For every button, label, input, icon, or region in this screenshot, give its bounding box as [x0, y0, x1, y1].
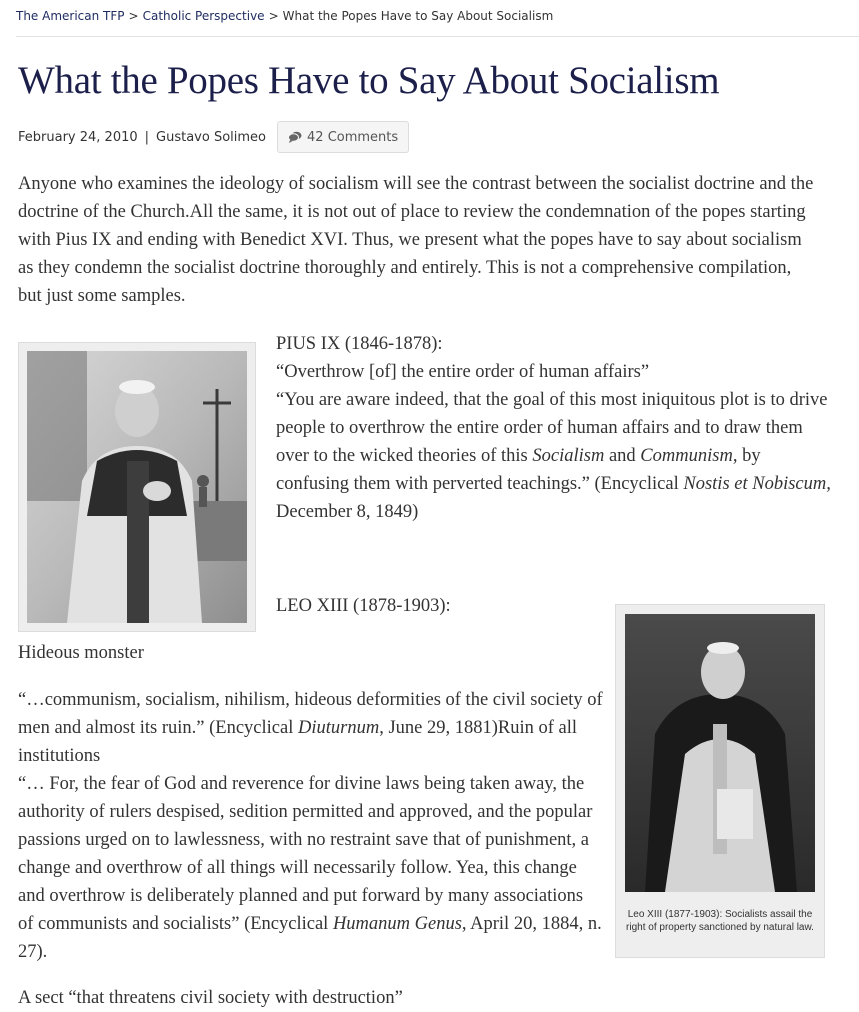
pius-ix-portrait-image	[27, 351, 247, 623]
pius-ix-quote	[276, 386, 836, 526]
quote-emphasis: Communism	[640, 446, 733, 466]
breadcrumb	[16, 9, 859, 37]
quote-text: December 8, 1849)	[276, 502, 419, 522]
quote-text: “…communism, socialism, nihilism, hideous deformities of the civil society of men and almost its ruin.” (Encyclical	[18, 690, 603, 738]
leo-xiii-caption: Leo XIII (1877-1903): Socialists assail the right of property sanctioned by natural law.	[626, 909, 814, 933]
page-title: What the Popes Have to Say About Socialism	[18, 59, 720, 102]
leo-xiii-heading: LEO XIII (1878-1903):	[276, 596, 451, 616]
leo-xiii-quotes	[18, 686, 603, 966]
comments-count: 42 Comments	[307, 129, 399, 145]
comments-icon	[288, 131, 302, 143]
leo-xiii-subheading: Hideous monster	[18, 643, 144, 663]
quote-text: and	[604, 446, 641, 466]
pius-ix-photo	[18, 342, 256, 632]
quote-emphasis: Humanum Genus	[332, 914, 462, 934]
quote-emphasis: Socialism	[532, 446, 605, 466]
leo-xiii-portrait-image	[625, 614, 815, 892]
post-meta	[18, 120, 409, 154]
intro-paragraph: Anyone who examines the ideology of socialism will see the contrast between the socialist doctrine and the doctrine of the Church.All the same, it is not out of place to review the condemnation of the popes starting with Pius IX and ending with Benedict XVI. Thus, we present what the popes have to say about socialism as they condemn the socialist doctrine thoroughly and entirely. This is not a comprehensive compilation, but just some samples.	[18, 174, 814, 306]
breadcrumb-home-link[interactable]: The American TFP	[16, 9, 125, 23]
breadcrumb-separator: >	[128, 9, 139, 23]
pius-ix-heading: PIUS IX (1846-1878):	[276, 334, 443, 354]
quote-text: , April 20, 1884, n. 27).	[18, 914, 602, 962]
meta-separator: |	[144, 129, 150, 145]
quote-emphasis: Nostis et Nobiscum,	[683, 474, 831, 494]
breadcrumb-separator: >	[268, 9, 279, 23]
quote-text: , June 29, 1881)Ruin of all institutions	[18, 718, 578, 766]
quote-text: “You are aware indeed, that the goal of this most iniquitous plot is to drive people to overthrow the entire order of human affairs and to draw them over to the wicked theories of this	[276, 390, 828, 466]
leo-xiii-photo	[615, 604, 825, 958]
pius-ix-subheading: “Overthrow [of] the entire order of human affairs”	[276, 362, 650, 382]
sect-subheading: A sect “that threatens civil society with destruction”	[18, 988, 403, 1008]
pius-ix-section	[276, 330, 836, 526]
comments-button[interactable]	[277, 121, 409, 153]
post-date: February 24, 2010	[18, 129, 138, 145]
post-author[interactable]: Gustavo Solimeo	[156, 129, 267, 145]
breadcrumb-category-link[interactable]: Catholic Perspective	[142, 9, 265, 23]
quote-text: “… For, the fear of God and reverence for divine laws being taken away, the authority of rulers despised, sedition permitted and approved, and the popular passions urged on to lawlessness, with no restraint save that of punishment, a change and overthrow of all things will necessarily follow. Yea, this change and overthrow is deliberately planned and put forward by many associations of communists and socialists” (Encyclical	[18, 774, 593, 934]
quote-text: , by confusing them with perverted teachings.” (Encyclical	[276, 446, 761, 494]
breadcrumb-current: What the Popes Have to Say About Socialism	[282, 9, 554, 23]
quote-emphasis: Diuturnum	[297, 718, 380, 738]
